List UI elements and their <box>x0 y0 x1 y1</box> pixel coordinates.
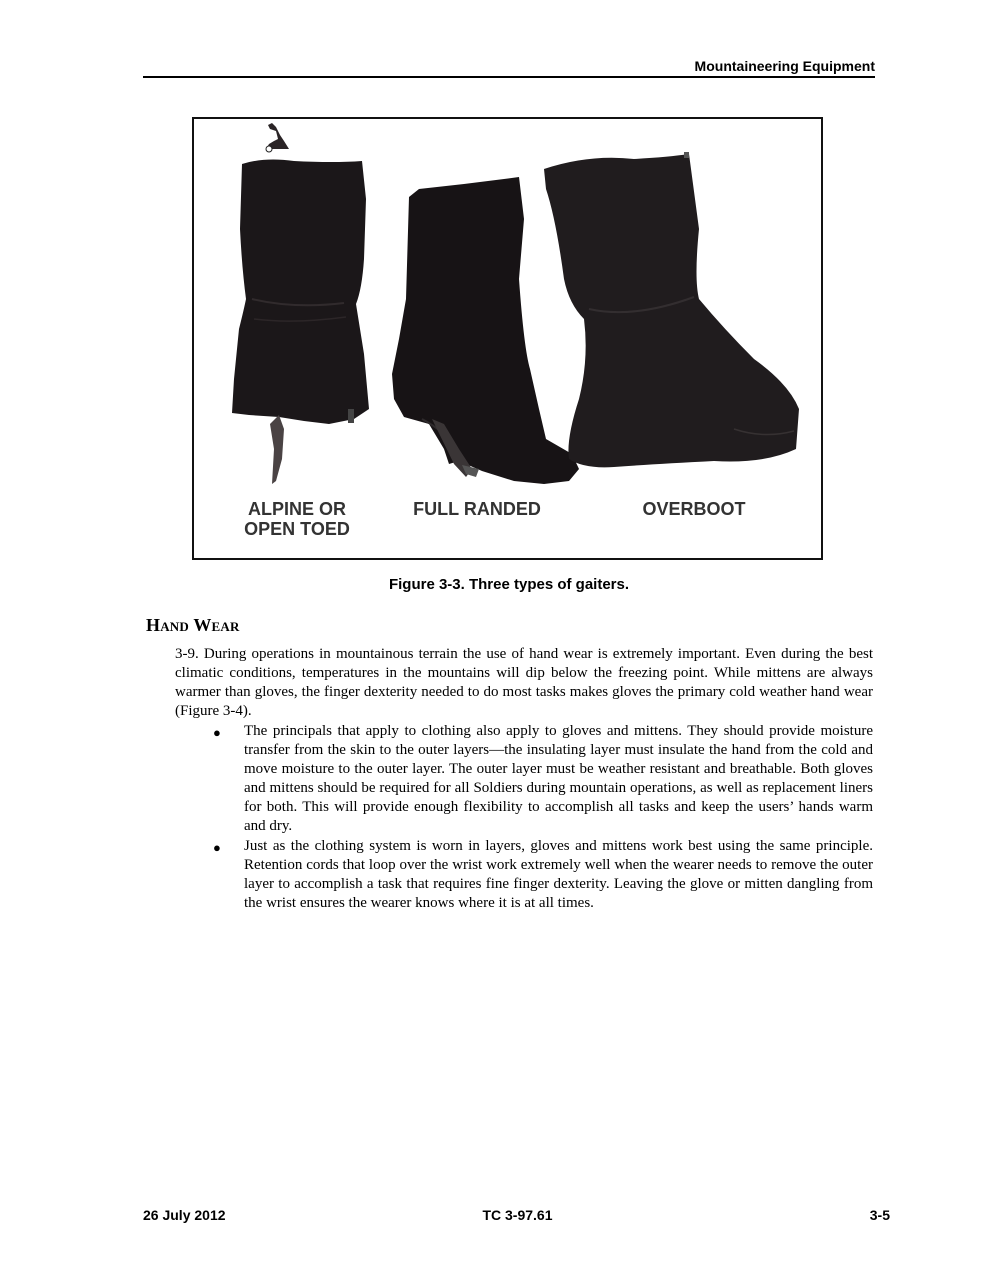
bullet-item: Just as the clothing system is worn in layers, gloves and mittens work best using the same principle. Retention cords that loop over the wrist work extremely well when the wearer needs to remove the outer layer to accomplish a task that requires fine finger dexterity. Leaving the glove or mitten dangling from the wrist ensures the wearer knows where it is at all times. <box>244 838 873 911</box>
full-randed-gaiter-image <box>392 177 579 484</box>
bullet-marker: ● <box>213 725 221 740</box>
footer-date: 26 July 2012 <box>143 1207 226 1223</box>
gaiters-illustration <box>194 119 820 557</box>
header-rule <box>143 76 875 78</box>
overboot-gaiter-image <box>544 152 799 467</box>
alpine-gaiter-image <box>232 123 369 484</box>
figure-label-alpine: ALPINE OR OPEN TOED <box>244 499 350 539</box>
bullet-item: The principals that apply to clothing also apply to gloves and mittens. They should provide moisture transfer from the skin to the outer layers—the insulating layer must insulate the hand from the cold and move moisture to the outer layer. The outer layer must be weather resistant and breathable. Both gloves and mittens should be required for all Soldiers during mountain operations, as well as replacement liners for both. This will provide enough flexibility to accomplish all tasks and keep the users’ hands warm and dry. <box>244 723 873 834</box>
bullet-marker: ● <box>213 840 221 855</box>
section-heading: Hand Wear <box>146 615 240 635</box>
figure-label-full-randed: FULL RANDED <box>413 499 541 519</box>
footer-doc-id: TC 3-97.61 <box>482 1207 553 1223</box>
running-header: Mountaineering Equipment <box>694 58 875 74</box>
paragraph-3-9: 3-9. During operations in mountainous terrain the use of hand wear is extremely important. Even during the best climatic conditions, temperatures in the mountains will dip below the freezing point. While mittens are always warmer than gloves, the finger dexterity needed to do most tasks makes gloves the primary cold weather hand wear (Figure 3-4). <box>175 646 873 719</box>
figure-label-overboot: OVERBOOT <box>642 499 746 519</box>
figure-caption: Figure 3-3. Three types of gaiters. <box>388 576 630 593</box>
footer-page-number: 3-5 <box>869 1207 890 1223</box>
figure-gaiters <box>192 117 823 560</box>
